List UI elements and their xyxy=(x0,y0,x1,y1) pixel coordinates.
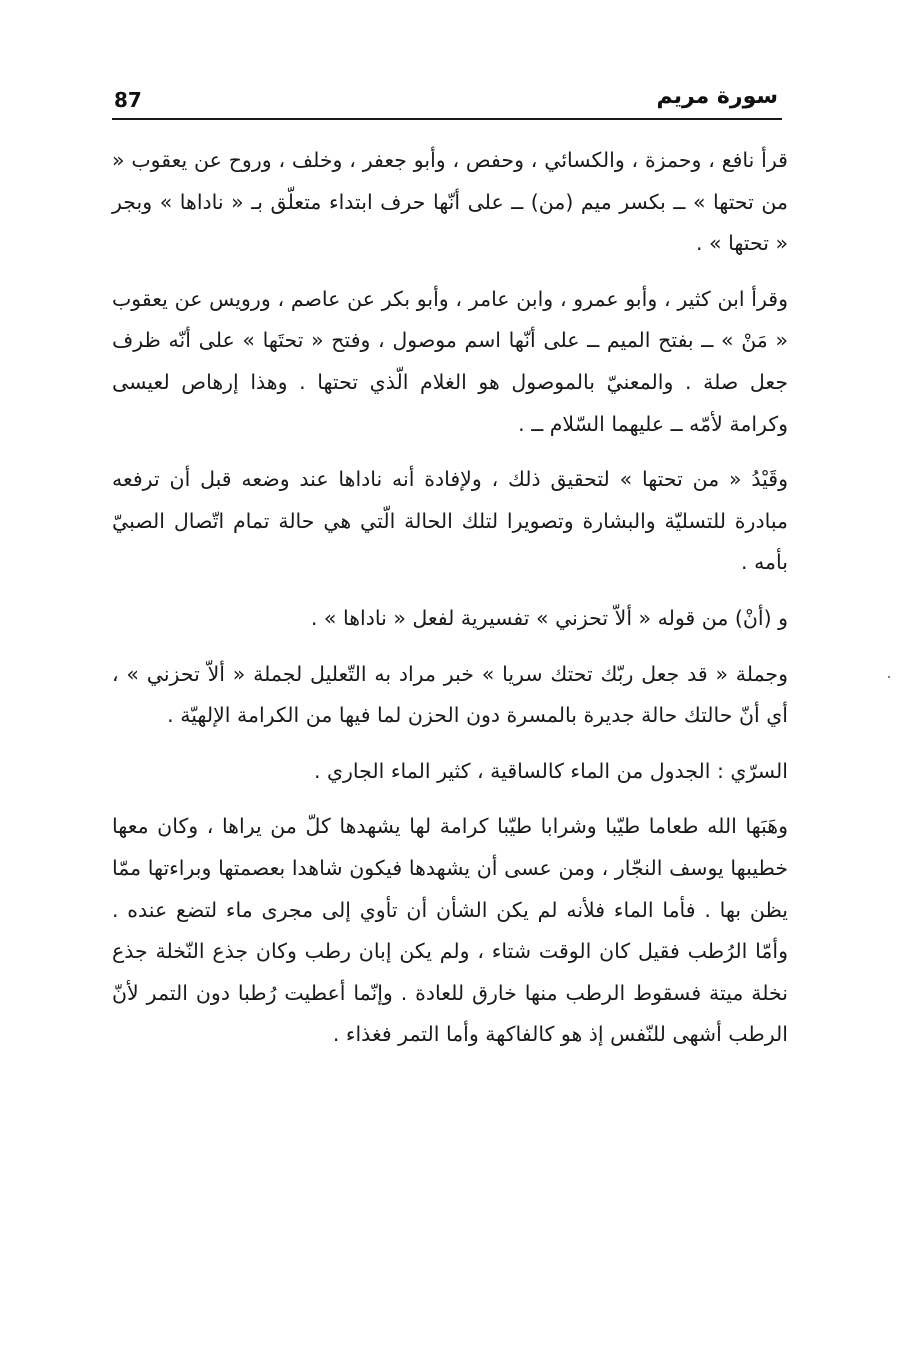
paragraph-3: وقَيْدُ « من تحتها » لتحقيق ذلك ، ولإفادة أنه ناداها عند وضعه قبل أن ترفعه مبادرة للتسليّة والبشارة وتصويرا لتلك الحالة الّتي هي حالة تمام اتّصال الصبيّ بأمه . xyxy=(112,467,788,575)
scan-speck xyxy=(888,676,890,678)
page-number: 87 xyxy=(114,88,142,112)
paragraph-1: قرأ نافع ، وحمزة ، والكسائي ، وحفص ، وأبو جعفر ، وخلف ، وروح عن يعقوب « من تحتها » ــ بكسر ميم (من) ــ على أنّها حرف ابتداء متعلّق بـ « ناداها » وبجر « تحتها » . xyxy=(112,148,788,256)
body-text xyxy=(112,140,788,1070)
paragraph-2: وقرأ ابن كثير ، وأبو عمرو ، وابن عامر ، وأبو بكر عن عاصم ، ورويس عن يعقوب « مَنْ » ــ بفتح الميم ــ على أنّها اسم موصول ، وفتح « تحتَها » على أنّه ظرف جعل صلة . والمعنيّ بالموصول هو الغلام الّذي تحتها . وهذا إرهاص لعيسى وكرامة لأمّه ــ عليهما السّلام ــ . xyxy=(112,286,788,436)
page-header xyxy=(112,82,782,120)
paragraph-4: و (أنْ) من قوله « ألاّ تحزني » تفسيرية لفعل « ناداها » . xyxy=(310,605,788,630)
paragraph-6: السرّي : الجدول من الماء كالساقية ، كثير الماء الجاري . xyxy=(313,758,788,783)
paragraph-5: وجملة « قد جعل ربّك تحتك سريا » خبر مراد به التّعليل لجملة « ألاّ تحزني » ، أي أنّ حالتك حالة جديرة بالمسرة دون الحزن لما فيها من الكرامة الإلهيّة . xyxy=(112,661,788,728)
paragraph-7: وهَبَها الله طعاما طيّبا وشرابا طيّبا كرامة لها يشهدها كلّ من يراها ، وكان معها خطيبها يوسف النجّار ، ومن عسى أن يشهدها فيكون شاهدا بعصمتها وبراءتها ممّا يظن بها . فأما الماء فلأنه لم يكن الشأن أن تأوي إلى مجرى ماء لتضع عنده . وأمّا الرُطب فقيل كان الوقت شتاء ، ولم يكن إبان رطب وكان جذع النّخلة جذع نخلة ميتة فسقوط الرطب منها خارق للعادة . وإنّما أعطيت رُطبا دون التمر لأنّ الرطب أشهى للنّفس إذ هو كالفاكهة وأما التمر فغذاء . xyxy=(112,814,788,1047)
running-title: سورة مريم xyxy=(656,84,778,109)
